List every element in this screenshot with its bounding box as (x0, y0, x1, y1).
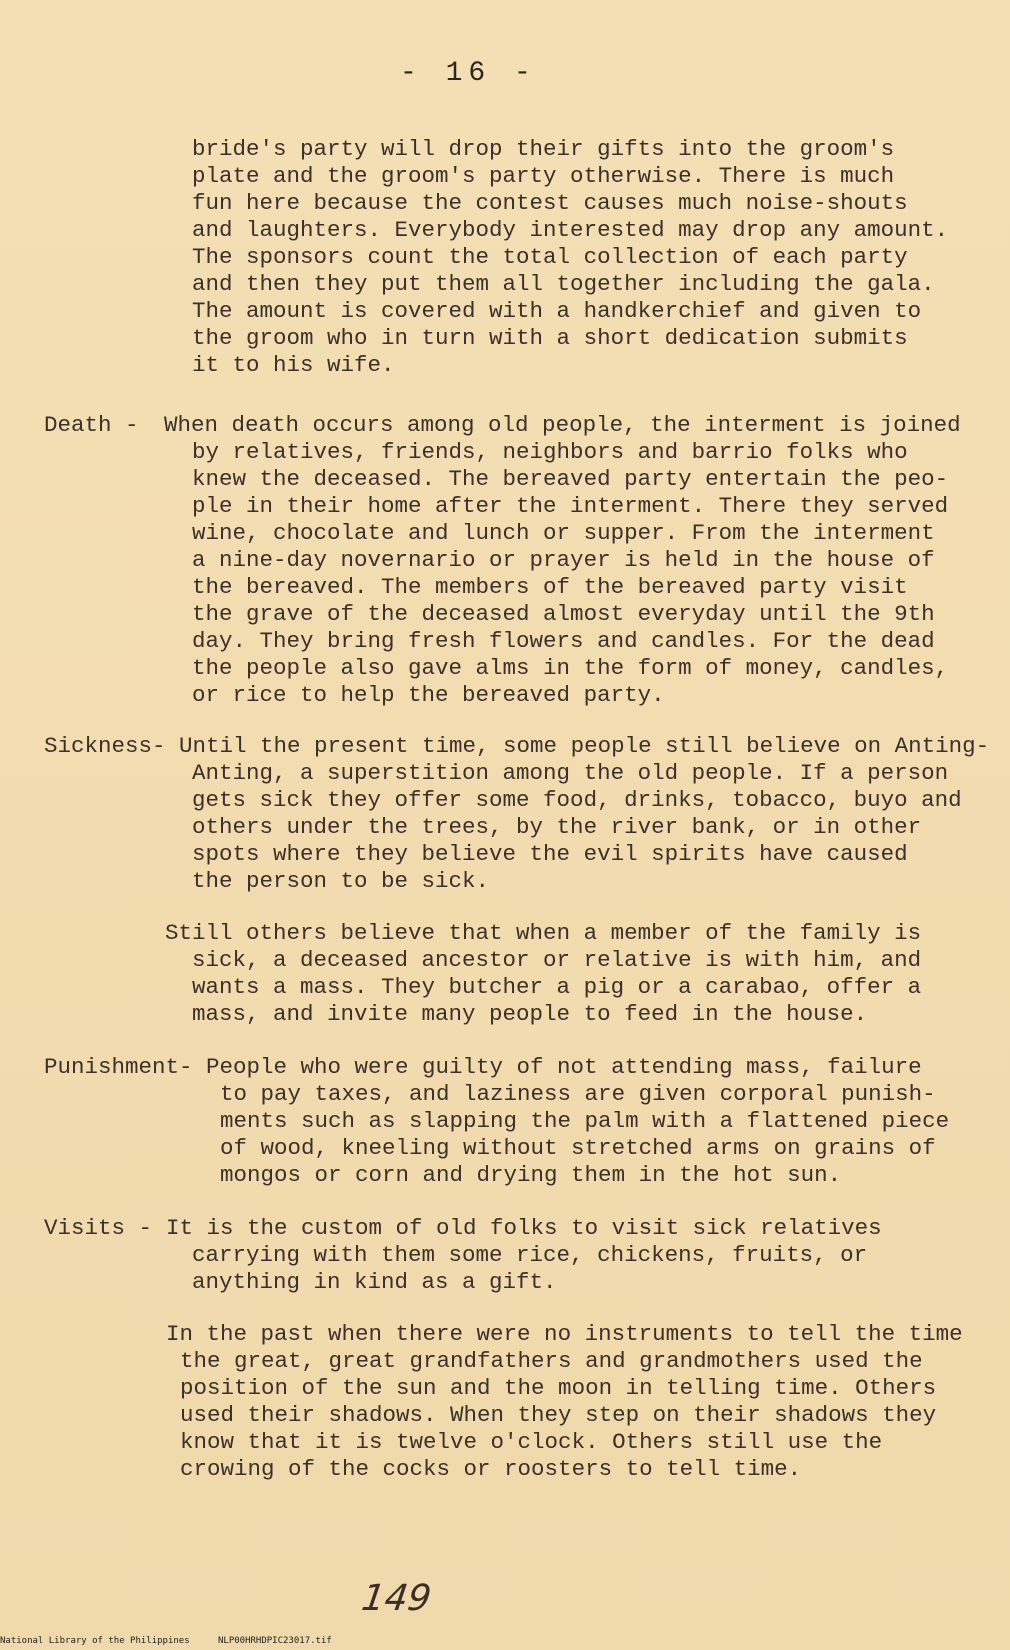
text-line: or rice to help the bereaved party. (192, 682, 665, 708)
text-line: plate and the groom's party otherwise. There is much (192, 163, 895, 189)
text-line: ments such as slapping the palm with a flattened piece (220, 1108, 950, 1134)
text-line: In the past when there were no instruments to tell the time (166, 1321, 963, 1347)
text-line: and laughters. Everybody interested may drop any amount. (192, 217, 949, 243)
text-line: mass, and invite many people to feed in the house. (192, 1001, 868, 1027)
text-line: The amount is covered with a handkerchief and given to (192, 298, 922, 324)
text-line: fun here because the contest causes much noise-shouts (192, 190, 908, 216)
text-line: Until the present time, some people still believe on Anting- (179, 733, 990, 759)
text-line: knew the deceased. The bereaved party entertain the peo- (192, 466, 949, 492)
text-line: When death occurs among old people, the interment is joined (164, 412, 961, 438)
text-line: by relatives, friends, neighbors and barrio folks who (192, 439, 908, 465)
footer-institution: National Library of the Philippines (0, 1636, 190, 1646)
text-line: anything in kind as a gift. (192, 1269, 557, 1295)
text-line: to pay taxes, and laziness are given corporal punish- (220, 1081, 936, 1107)
text-line: ple in their home after the interment. There they served (192, 493, 949, 519)
page-number: - 16 - (400, 58, 537, 89)
text-line: wine, chocolate and lunch or supper. From the interment (192, 520, 935, 546)
text-line: Still others believe that when a member of the family is (165, 920, 922, 946)
text-line: the person to be sick. (192, 868, 490, 894)
text-line: and then they put them all together including the gala. (192, 271, 935, 297)
text-line: the groom who in turn with a short dedication submits (192, 325, 908, 351)
text-line: Anting, a superstition among the old people. If a person (192, 760, 949, 786)
text-line: position of the sun and the moon in telling time. Others (180, 1375, 937, 1401)
text-line: it to his wife. (192, 352, 395, 378)
text-line: It is the custom of old folks to visit sick relatives (166, 1215, 882, 1241)
text-line: of wood, kneeling without stretched arms on grains of (220, 1135, 936, 1161)
footer (0, 1636, 332, 1646)
text-line: carrying with them some rice, chickens, fruits, or (192, 1242, 868, 1268)
section-label-sickness: Sickness- (44, 733, 166, 759)
section-label-punishment: Punishment- (44, 1054, 193, 1080)
text-line: a nine-day novernario or prayer is held in the house of (192, 547, 935, 573)
text-line: day. They bring fresh flowers and candles. For the dead (192, 628, 935, 654)
text-line: gets sick they offer some food, drinks, tobacco, buyo and (192, 787, 962, 813)
text-line: the bereaved. The members of the bereaved party visit (192, 574, 908, 600)
text-line: the great, great grandfathers and grandmothers used the (180, 1348, 923, 1374)
text-line: the grave of the deceased almost everyday until the 9th (192, 601, 935, 627)
section-label-death: Death - (44, 412, 139, 438)
text-line: the people also gave alms in the form of money, candles, (192, 655, 949, 681)
text-line: crowing of the cocks or roosters to tell time. (180, 1456, 802, 1482)
text-line: spots where they believe the evil spirits have caused (192, 841, 908, 867)
text-line: others under the trees, by the river bank, or in other (192, 814, 922, 840)
handwritten-page-number: 149 (359, 1578, 434, 1619)
text-line: used their shadows. When they step on their shadows they (180, 1402, 937, 1428)
text-line: sick, a deceased ancestor or relative is with him, and (192, 947, 922, 973)
text-line: People who were guilty of not attending mass, failure (206, 1054, 922, 1080)
text-line: mongos or corn and drying them in the hot sun. (220, 1162, 842, 1188)
text-line: bride's party will drop their gifts into the groom's (192, 136, 895, 162)
text-line: The sponsors count the total collection of each party (192, 244, 908, 270)
footer-filename: NLP00HRHDPIC23017.tif (218, 1636, 332, 1646)
text-line: know that it is twelve o'clock. Others still use the (180, 1429, 883, 1455)
section-label-visits: Visits - (44, 1215, 153, 1241)
text-line: wants a mass. They butcher a pig or a carabao, offer a (192, 974, 922, 1000)
